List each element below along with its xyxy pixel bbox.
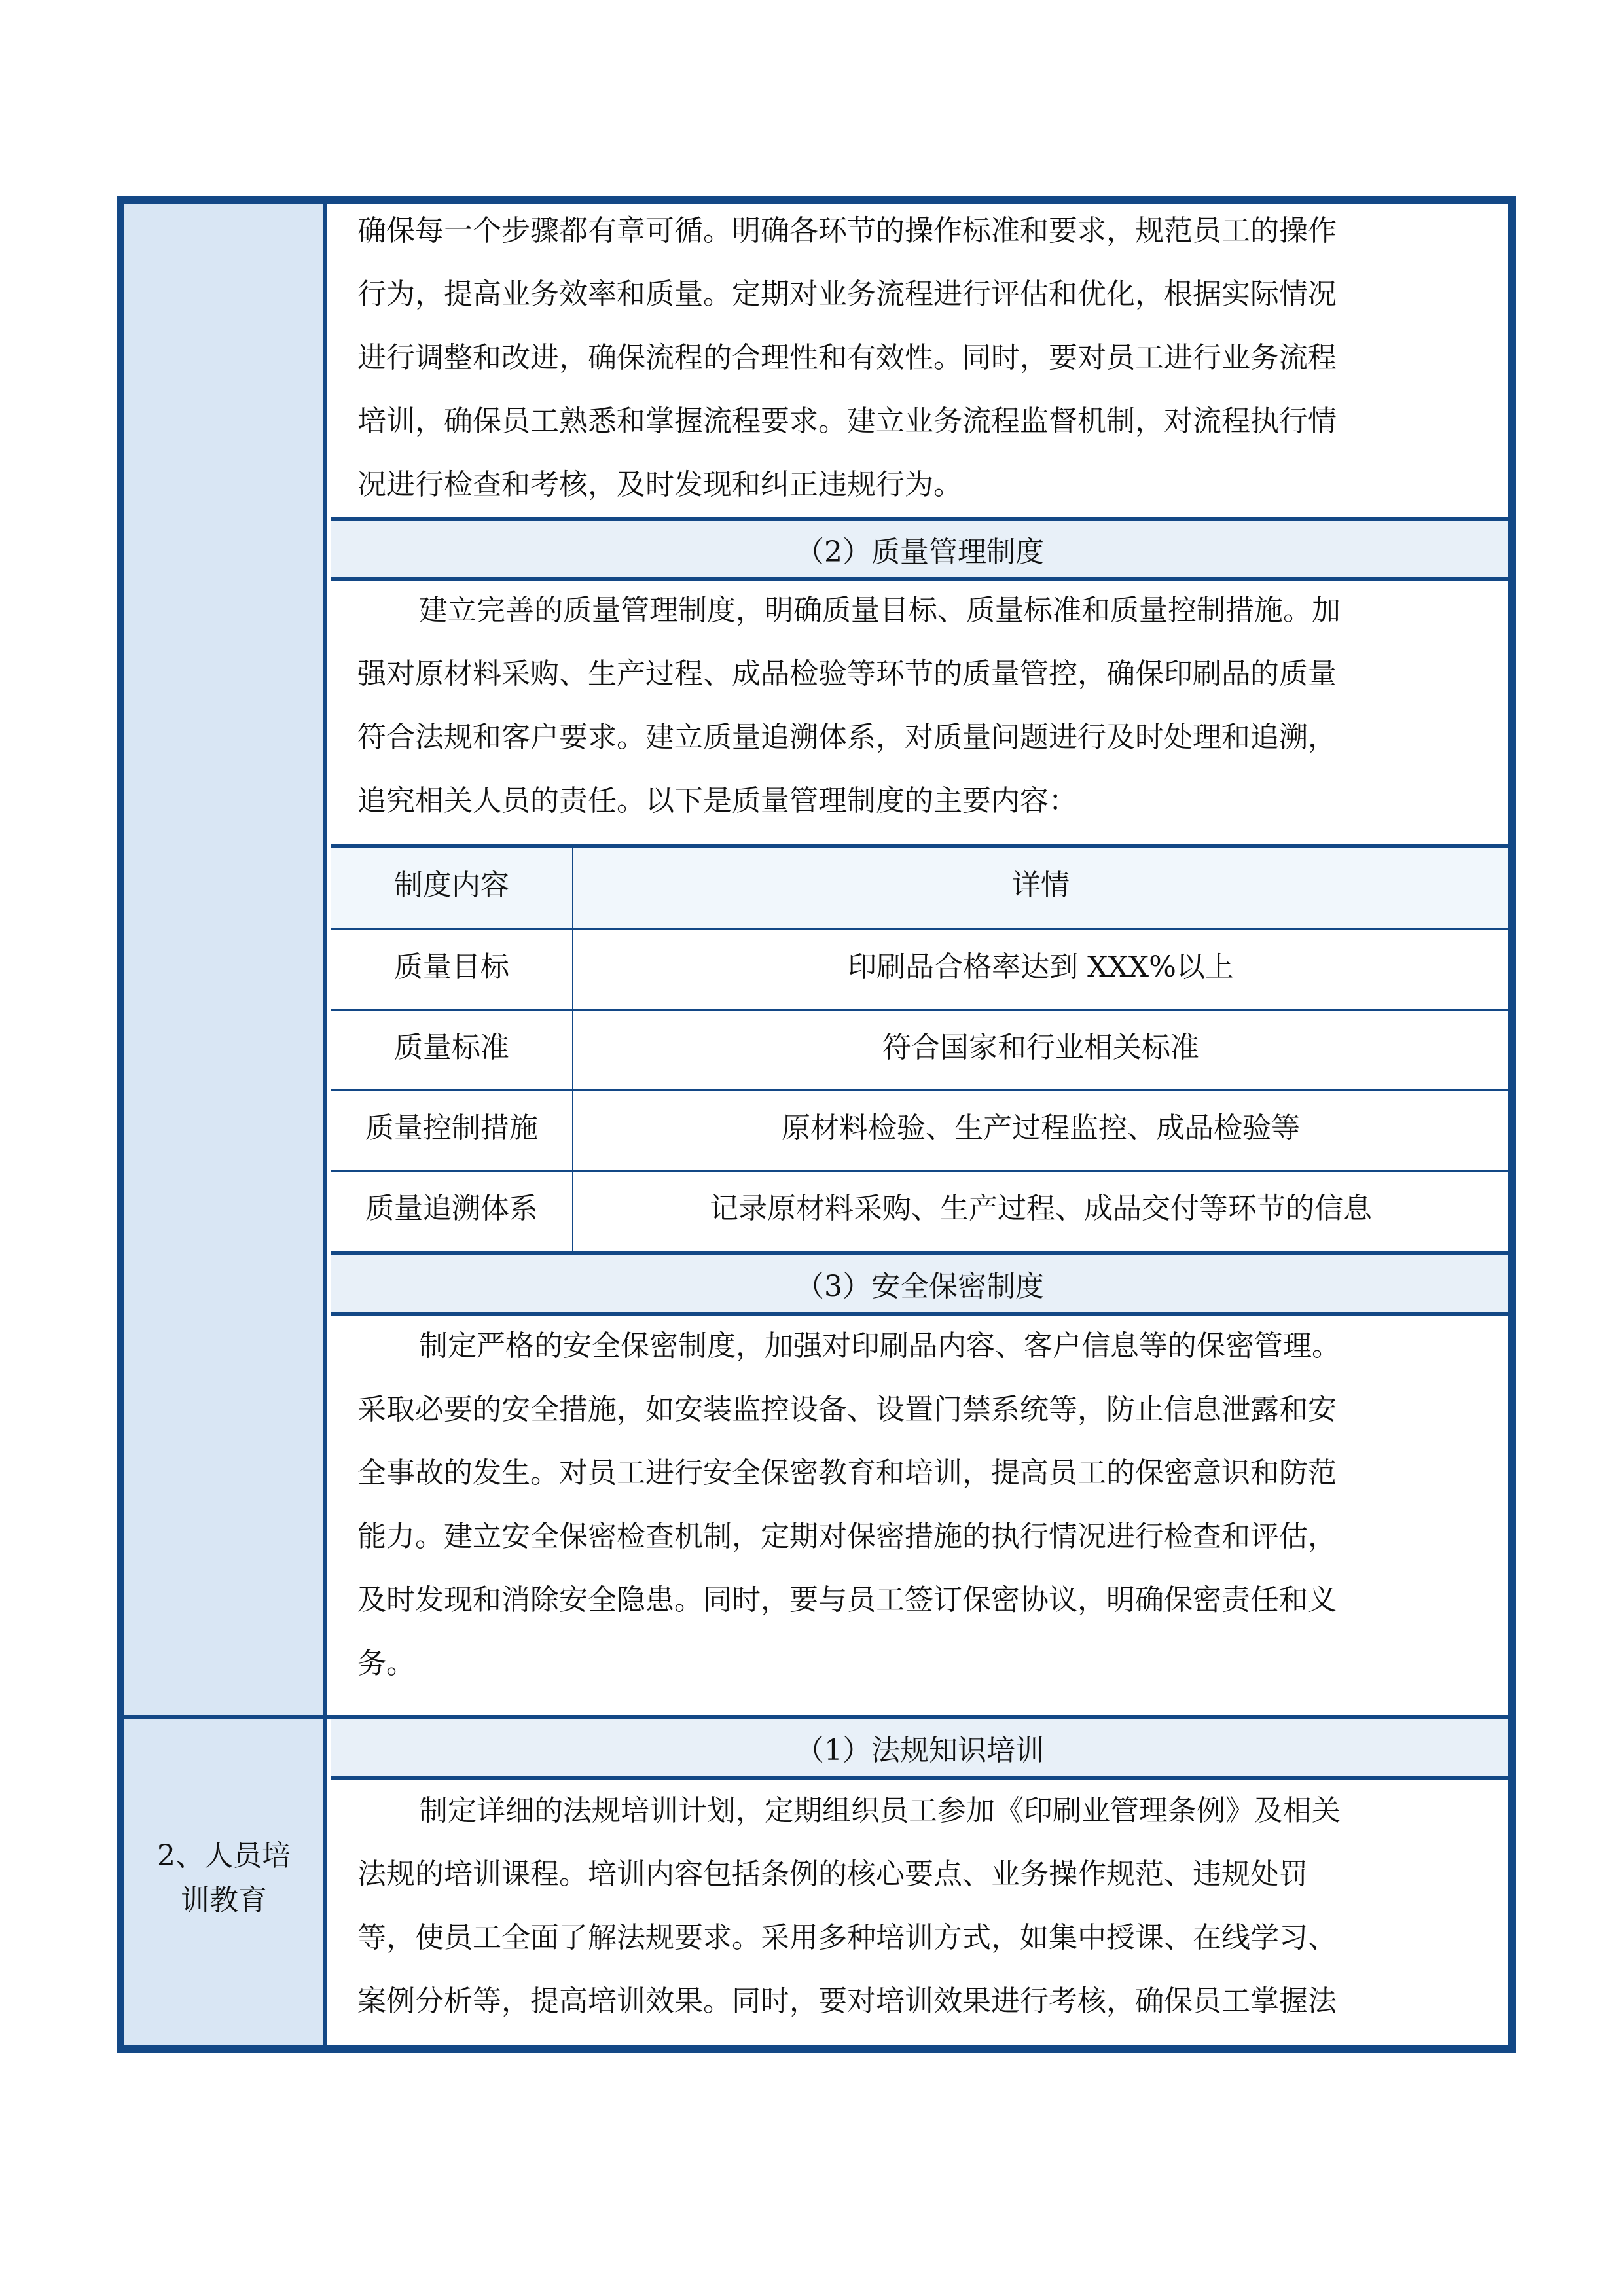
content-column [331,204,1508,2045]
row1-left-cell [124,204,327,1719]
row2-left-cell [124,1719,327,2045]
table-cell: 印刷品合格率达到 XXX%以上 [848,950,1234,984]
header-cell: 详情 [1012,869,1070,902]
process-paragraph: 确保每一个步骤都有章可循。明确各环节的操作标准和要求，规范员工的操作 行为，提高业务效率和质量。定期对业务流程进行评估和优化，根据实际情况 进行调整和改进，确保流程的合理性和有效性。同时，要对员工进行业务流程 培训，确保员工熟悉和掌握流程要求。建立业务流程监督机制，对流程执行情 况进行检查和考核，及时发现和纠正违规行为。 [357,214,1337,501]
table-cell: 原材料检验、生产过程监控、成品检验等 [782,1111,1300,1145]
table-row [331,1011,1508,1089]
document-table [117,196,1516,2053]
quality-table [331,848,1508,1251]
law-training-paragraph: 制定详细的法规培训计划，定期组织员工参加《印刷业管理条例》及相关 法规的培训课程。培训内容包括条例的核心要点、业务操作规范、违规处罚 等，使员工全面了解法规要求。采用多种培训方式，如集中授课、在线学习、 案例分析等，提高培训效果。同时，要对培训效果进行考核，确保员工掌握法 [357,1794,1341,2018]
row2-label: 2、人员培 训教育 [157,1839,291,1917]
header-cell: 制度内容 [331,848,573,928]
security-paragraph: 制定严格的安全保密制度，加强对印刷品内容、客户信息等的保密管理。 采取必要的安全措施，如安装监控设备、设置门禁系统等，防止信息泄露和安 全事故的发生。对员工进行安全保密教育和培训，提高员工的保密意识和防范 能力。建立安全保密检查机制，定期对保密措施的执行情况进行检查和评估， 及时发现和消除安全隐患。同时，要与员工签订保密协议，明确保密责任和义 务。 [357,1329,1341,1680]
table-row [331,930,1508,1009]
table-header-row [331,848,1508,928]
row-divider [124,1715,1508,1719]
section-header-law-training: （1）法规知识培训 [331,1719,1508,1776]
table-row [331,1172,1508,1251]
table-cell: 记录原材料采购、生产过程、成品交付等环节的信息 [710,1192,1372,1225]
table-cell: 质量目标 [331,930,573,1009]
section-header-security: （3）安全保密制度 [331,1255,1508,1312]
quality-paragraph: 建立完善的质量管理制度，明确质量目标、质量标准和质量控制措施。加 强对原材料采购、生产过程、成品检验等环节的质量管控，确保印刷品的质量 符合法规和客户要求。建立质量追溯体系，对质量问题进行及时处理和追溯， 追究相关人员的责任。以下是质量管理制度的主要内容： [357,594,1341,817]
table-cell: 质量标准 [331,1011,573,1089]
table-cell: 质量追溯体系 [331,1172,573,1251]
table-cell: 质量控制措施 [331,1091,573,1170]
section-header-quality: （2）质量管理制度 [331,521,1508,577]
table-cell: 符合国家和行业相关标准 [882,1031,1199,1064]
table-row [331,1091,1508,1170]
